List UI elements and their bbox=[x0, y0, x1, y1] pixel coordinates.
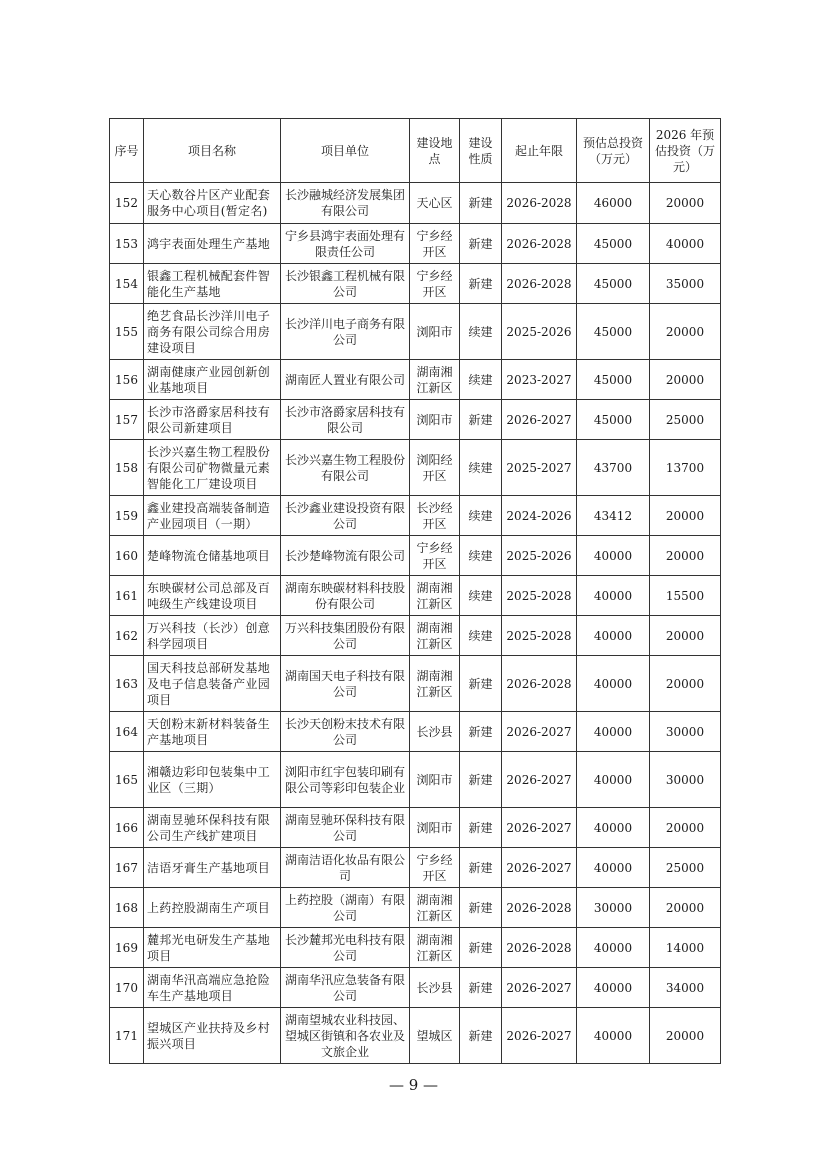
table-row bbox=[110, 752, 721, 808]
row-invest2026: 20000 bbox=[650, 536, 721, 576]
row-location: 长沙县 bbox=[410, 712, 460, 752]
row-no: 171 bbox=[110, 1008, 144, 1064]
row-unit: 湖南望城农业科技园、望城区街镇和各农业及文旅企业 bbox=[281, 1008, 410, 1064]
row-nature: 新建 bbox=[460, 264, 502, 304]
row-invest2026: 15500 bbox=[650, 576, 721, 616]
row-no: 155 bbox=[110, 304, 144, 360]
row-name: 望城区产业扶持及乡村振兴项目 bbox=[144, 1008, 281, 1064]
table-row bbox=[110, 224, 721, 264]
row-unit: 长沙楚峰物流有限公司 bbox=[281, 536, 410, 576]
row-unit: 长沙市洛爵家居科技有限公司 bbox=[281, 400, 410, 440]
row-period: 2024-2026 bbox=[502, 496, 577, 536]
row-period: 2026-2028 bbox=[502, 656, 577, 712]
header-no: 序号 bbox=[110, 119, 144, 183]
row-invest2026: 14000 bbox=[650, 928, 721, 968]
row-invest2026: 20000 bbox=[650, 183, 721, 224]
row-location: 宁乡经开区 bbox=[410, 536, 460, 576]
table-row bbox=[110, 712, 721, 752]
row-invest2026: 30000 bbox=[650, 712, 721, 752]
table-row bbox=[110, 183, 721, 224]
row-period: 2026-2027 bbox=[502, 808, 577, 848]
table-row bbox=[110, 928, 721, 968]
row-unit: 湖南洁语化妆品有限公司 bbox=[281, 848, 410, 888]
row-name: 东映碳材公司总部及百吨级生产线建设项目 bbox=[144, 576, 281, 616]
table-row bbox=[110, 808, 721, 848]
row-period: 2025-2026 bbox=[502, 304, 577, 360]
table-row bbox=[110, 656, 721, 712]
row-total: 40000 bbox=[577, 848, 650, 888]
row-name: 绝艺食品长沙洋川电子商务有限公司综合用房建设项目 bbox=[144, 304, 281, 360]
row-unit: 长沙麓邦光电科技有限公司 bbox=[281, 928, 410, 968]
row-location: 湖南湘江新区 bbox=[410, 656, 460, 712]
row-location: 湖南湘江新区 bbox=[410, 928, 460, 968]
table-row bbox=[110, 576, 721, 616]
page-number: — 9 — bbox=[388, 1076, 439, 1094]
row-nature: 新建 bbox=[460, 928, 502, 968]
row-location: 宁乡经开区 bbox=[410, 264, 460, 304]
row-nature: 新建 bbox=[460, 1008, 502, 1064]
row-period: 2025-2028 bbox=[502, 616, 577, 656]
row-no: 169 bbox=[110, 928, 144, 968]
row-total: 40000 bbox=[577, 1008, 650, 1064]
row-name: 湘赣边彩印包装集中工业区（三期） bbox=[144, 752, 281, 808]
row-total: 43412 bbox=[577, 496, 650, 536]
row-invest2026: 20000 bbox=[650, 656, 721, 712]
table-row bbox=[110, 304, 721, 360]
row-total: 45000 bbox=[577, 264, 650, 304]
row-no: 160 bbox=[110, 536, 144, 576]
row-invest2026: 30000 bbox=[650, 752, 721, 808]
row-invest2026: 35000 bbox=[650, 264, 721, 304]
row-period: 2025-2026 bbox=[502, 536, 577, 576]
table-row bbox=[110, 360, 721, 400]
table-row bbox=[110, 968, 721, 1008]
row-total: 43700 bbox=[577, 440, 650, 496]
row-nature: 新建 bbox=[460, 656, 502, 712]
row-invest2026: 20000 bbox=[650, 888, 721, 928]
row-nature: 续建 bbox=[460, 360, 502, 400]
row-name: 长沙兴嘉生物工程股份有限公司矿物微量元素智能化工厂建设项目 bbox=[144, 440, 281, 496]
table-row bbox=[110, 616, 721, 656]
table-row bbox=[110, 536, 721, 576]
row-nature: 新建 bbox=[460, 752, 502, 808]
row-unit: 上药控股（湖南）有限公司 bbox=[281, 888, 410, 928]
row-invest2026: 25000 bbox=[650, 400, 721, 440]
header-nature: 建设性质 bbox=[460, 119, 502, 183]
row-unit: 湖南华汛应急装备有限公司 bbox=[281, 968, 410, 1008]
row-period: 2025-2028 bbox=[502, 576, 577, 616]
row-name: 鸿宇表面处理生产基地 bbox=[144, 224, 281, 264]
row-period: 2026-2027 bbox=[502, 752, 577, 808]
row-name: 楚峰物流仓储基地项目 bbox=[144, 536, 281, 576]
row-no: 168 bbox=[110, 888, 144, 928]
row-no: 165 bbox=[110, 752, 144, 808]
row-name: 银鑫工程机械配套件智能化生产基地 bbox=[144, 264, 281, 304]
row-invest2026: 34000 bbox=[650, 968, 721, 1008]
row-unit: 长沙银鑫工程机械有限公司 bbox=[281, 264, 410, 304]
row-no: 163 bbox=[110, 656, 144, 712]
row-total: 45000 bbox=[577, 400, 650, 440]
row-total: 46000 bbox=[577, 183, 650, 224]
row-period: 2026-2028 bbox=[502, 183, 577, 224]
row-location: 宁乡经开区 bbox=[410, 848, 460, 888]
row-name: 上药控股湖南生产项目 bbox=[144, 888, 281, 928]
row-unit: 万兴科技集团股份有限公司 bbox=[281, 616, 410, 656]
row-period: 2023-2027 bbox=[502, 360, 577, 400]
row-invest2026: 20000 bbox=[650, 1008, 721, 1064]
row-unit: 长沙洋川电子商务有限公司 bbox=[281, 304, 410, 360]
row-unit: 长沙鑫业建设投资有限公司 bbox=[281, 496, 410, 536]
row-no: 167 bbox=[110, 848, 144, 888]
row-nature: 续建 bbox=[460, 536, 502, 576]
header-invest2026: 2026 年预估投资（万元） bbox=[650, 119, 721, 183]
project-table bbox=[109, 118, 721, 1064]
row-total: 40000 bbox=[577, 968, 650, 1008]
row-nature: 新建 bbox=[460, 224, 502, 264]
row-name: 湖南健康产业园创新创业基地项目 bbox=[144, 360, 281, 400]
row-total: 45000 bbox=[577, 360, 650, 400]
row-location: 浏阳市 bbox=[410, 808, 460, 848]
row-location: 湖南湘江新区 bbox=[410, 888, 460, 928]
row-name: 天创粉末新材料装备生产基地项目 bbox=[144, 712, 281, 752]
row-no: 162 bbox=[110, 616, 144, 656]
row-nature: 新建 bbox=[460, 400, 502, 440]
row-name: 万兴科技（长沙）创意科学园项目 bbox=[144, 616, 281, 656]
row-location: 湖南湘江新区 bbox=[410, 360, 460, 400]
row-location: 浏阳市 bbox=[410, 752, 460, 808]
row-location: 浏阳市 bbox=[410, 400, 460, 440]
row-no: 154 bbox=[110, 264, 144, 304]
row-total: 40000 bbox=[577, 928, 650, 968]
row-total: 30000 bbox=[577, 888, 650, 928]
row-name: 鑫业建投高端装备制造产业园项目（一期） bbox=[144, 496, 281, 536]
row-unit: 湖南国天电子科技有限公司 bbox=[281, 656, 410, 712]
row-unit: 长沙天创粉末技术有限公司 bbox=[281, 712, 410, 752]
row-location: 湖南湘江新区 bbox=[410, 616, 460, 656]
row-period: 2026-2027 bbox=[502, 968, 577, 1008]
row-no: 156 bbox=[110, 360, 144, 400]
table-row bbox=[110, 1008, 721, 1064]
row-location: 长沙县 bbox=[410, 968, 460, 1008]
row-no: 153 bbox=[110, 224, 144, 264]
row-total: 40000 bbox=[577, 808, 650, 848]
row-name: 长沙市洛爵家居科技有限公司新建项目 bbox=[144, 400, 281, 440]
table-header-row bbox=[110, 119, 721, 183]
row-period: 2026-2027 bbox=[502, 1008, 577, 1064]
row-location: 天心区 bbox=[410, 183, 460, 224]
row-period: 2026-2028 bbox=[502, 224, 577, 264]
row-nature: 续建 bbox=[460, 576, 502, 616]
row-nature: 新建 bbox=[460, 712, 502, 752]
row-nature: 新建 bbox=[460, 808, 502, 848]
row-period: 2026-2028 bbox=[502, 888, 577, 928]
row-nature: 新建 bbox=[460, 183, 502, 224]
row-unit: 长沙兴嘉生物工程股份有限公司 bbox=[281, 440, 410, 496]
row-total: 40000 bbox=[577, 656, 650, 712]
row-no: 161 bbox=[110, 576, 144, 616]
row-period: 2026-2028 bbox=[502, 264, 577, 304]
row-unit: 湖南东映碳材料科技股份有限公司 bbox=[281, 576, 410, 616]
header-unit: 项目单位 bbox=[281, 119, 410, 183]
row-unit: 宁乡县鸿宇表面处理有限责任公司 bbox=[281, 224, 410, 264]
row-nature: 续建 bbox=[460, 440, 502, 496]
row-no: 157 bbox=[110, 400, 144, 440]
row-name: 湖南华汛高端应急抢险车生产基地项目 bbox=[144, 968, 281, 1008]
row-nature: 新建 bbox=[460, 848, 502, 888]
row-invest2026: 20000 bbox=[650, 304, 721, 360]
header-name: 项目名称 bbox=[144, 119, 281, 183]
row-invest2026: 20000 bbox=[650, 496, 721, 536]
row-total: 40000 bbox=[577, 576, 650, 616]
table-row bbox=[110, 400, 721, 440]
row-period: 2026-2027 bbox=[502, 712, 577, 752]
header-period: 起止年限 bbox=[502, 119, 577, 183]
row-no: 170 bbox=[110, 968, 144, 1008]
row-invest2026: 20000 bbox=[650, 808, 721, 848]
row-name: 国天科技总部研发基地及电子信息装备产业园项目 bbox=[144, 656, 281, 712]
row-nature: 续建 bbox=[460, 616, 502, 656]
header-location: 建设地点 bbox=[410, 119, 460, 183]
row-unit: 湖南匠人置业有限公司 bbox=[281, 360, 410, 400]
row-invest2026: 25000 bbox=[650, 848, 721, 888]
row-name: 湖南昱驰环保科技有限公司生产线扩建项目 bbox=[144, 808, 281, 848]
table-row bbox=[110, 440, 721, 496]
table-row bbox=[110, 888, 721, 928]
row-total: 45000 bbox=[577, 304, 650, 360]
row-no: 159 bbox=[110, 496, 144, 536]
row-total: 40000 bbox=[577, 616, 650, 656]
table-row bbox=[110, 848, 721, 888]
row-nature: 新建 bbox=[460, 968, 502, 1008]
row-total: 45000 bbox=[577, 224, 650, 264]
row-period: 2026-2027 bbox=[502, 848, 577, 888]
row-invest2026: 20000 bbox=[650, 360, 721, 400]
row-period: 2026-2028 bbox=[502, 928, 577, 968]
row-period: 2026-2027 bbox=[502, 400, 577, 440]
row-total: 40000 bbox=[577, 536, 650, 576]
row-invest2026: 13700 bbox=[650, 440, 721, 496]
row-nature: 续建 bbox=[460, 496, 502, 536]
row-no: 166 bbox=[110, 808, 144, 848]
row-invest2026: 40000 bbox=[650, 224, 721, 264]
row-location: 宁乡经开区 bbox=[410, 224, 460, 264]
row-name: 天心数谷片区产业配套服务中心项目(暂定名) bbox=[144, 183, 281, 224]
table-row bbox=[110, 496, 721, 536]
row-name: 洁语牙膏生产基地项目 bbox=[144, 848, 281, 888]
row-no: 152 bbox=[110, 183, 144, 224]
row-location: 长沙经开区 bbox=[410, 496, 460, 536]
row-unit: 湖南昱驰环保科技有限公司 bbox=[281, 808, 410, 848]
row-location: 浏阳市 bbox=[410, 304, 460, 360]
row-total: 40000 bbox=[577, 752, 650, 808]
table-row bbox=[110, 264, 721, 304]
row-location: 望城区 bbox=[410, 1008, 460, 1064]
row-location: 浏阳经开区 bbox=[410, 440, 460, 496]
row-name: 麓邦光电研发生产基地项目 bbox=[144, 928, 281, 968]
row-unit: 长沙融城经济发展集团有限公司 bbox=[281, 183, 410, 224]
row-invest2026: 20000 bbox=[650, 616, 721, 656]
row-no: 158 bbox=[110, 440, 144, 496]
row-nature: 续建 bbox=[460, 304, 502, 360]
row-nature: 新建 bbox=[460, 888, 502, 928]
row-location: 湖南湘江新区 bbox=[410, 576, 460, 616]
row-total: 40000 bbox=[577, 712, 650, 752]
row-unit: 浏阳市红宇包装印刷有限公司等彩印包装企业 bbox=[281, 752, 410, 808]
row-period: 2025-2027 bbox=[502, 440, 577, 496]
row-no: 164 bbox=[110, 712, 144, 752]
header-total: 预估总投资（万元） bbox=[577, 119, 650, 183]
